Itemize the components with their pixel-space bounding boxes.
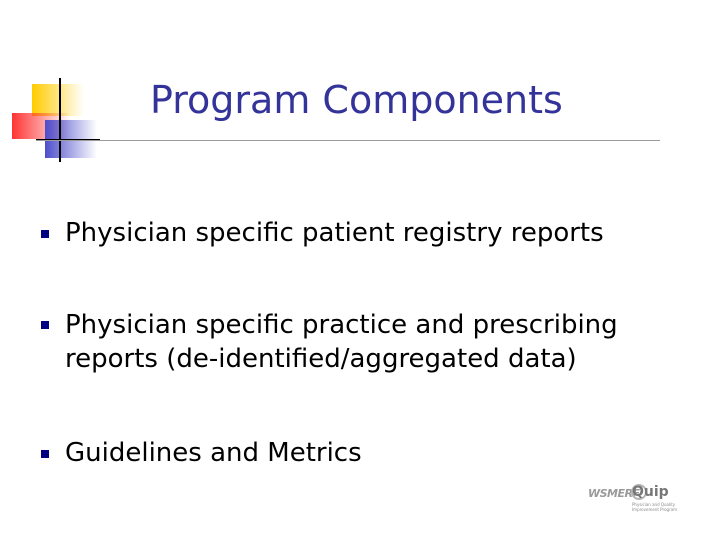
title-divider [36,140,660,141]
logo-tagline-line: Physician and Quality [632,502,676,507]
corner-decoration [0,0,120,170]
bullet-square-icon [41,321,49,329]
logo-mark-text: Quip [632,484,669,500]
deco-yellow-square [32,84,84,116]
slide-title: Program Components [150,78,563,122]
bullet-text-line: Guidelines and Metrics [65,438,362,468]
bullet-text-line: reports (de-identified/aggregated data) [65,344,577,374]
bullet-text-line: Physician specific patient registry reports [65,218,604,248]
footer-logo [586,478,682,516]
bullet-text-line: Physician specific practice and prescribing [65,310,618,340]
bullet-square-icon [41,450,49,458]
bullet-square-icon [41,230,49,238]
logo-tagline-line: Improvement Program [632,507,678,512]
logo-org-text: WSMERF [588,487,640,500]
